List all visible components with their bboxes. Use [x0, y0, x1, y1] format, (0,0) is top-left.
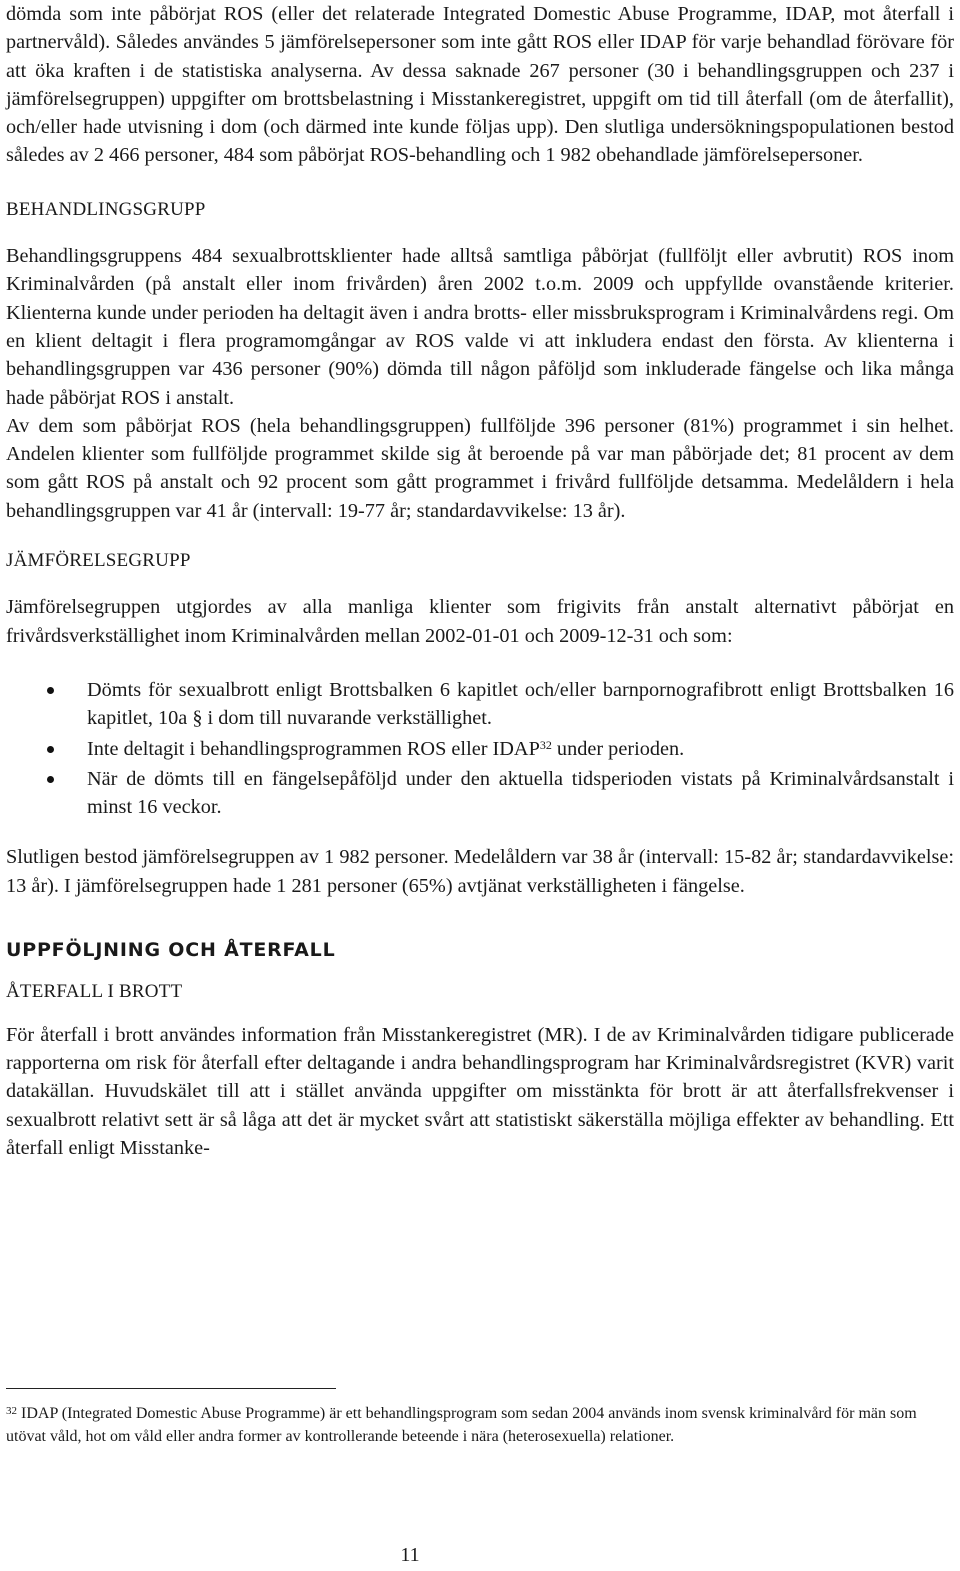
criteria-item-text: När de dömts till en fängelsepåföljd under den aktuella tidsperioden vistats på Kriminalvårdsanstalt i minst 16 veckor.	[87, 767, 954, 819]
criteria-item-text: Dömts för sexualbrott enligt Brottsbalken 6 kapitlet och/eller barnpornografibrott enligt Brottsbalken 16 kapitlet, 10a § i dom till nuvarande verkställighet.	[87, 678, 954, 730]
bullet-icon	[47, 687, 54, 694]
document-page	[6, 0, 954, 1162]
footnote-text: IDAP (Integrated Domestic Abuse Programme) är ett behandlingsprogram som sedan 2004 används inom svensk kriminalvård för män som utövat våld, hot om våld eller andra former av kontrollerande beteende i nära (heterosexuella) relationer.	[6, 1405, 917, 1445]
section-heading: UPPFÖLJNING OCH ÅTERFALL	[6, 939, 336, 962]
aterfall-paragraph: För återfall i brott användes information från Misstankeregistret (MR). I de av Kriminalvården tidigare publicerade rapporterna om risk för återfall efter deltagande i andra behandlingsprogram har Kriminalvårdsregistret (KVR) varit datakällan. Huvudskälet till att i stället använda uppgifter om misstänkta för brott är att återfallsfrekvenser i sexualbrott relativt sett är så låga att det är mycket svårt att statistiskt säkerställa möjliga effekter av behandling. Ett återfall enligt Misstanke-	[6, 1023, 954, 1159]
list-item	[6, 735, 954, 763]
intro-paragraph: dömda som inte påbörjat ROS (eller det relaterade Integrated Domestic Abuse Programme, IDAP, mot återfall i partnervåld). Således användes 5 jämförelsepersoner som inte gått ROS eller IDAP för varje behandlad förövare för att öka kraften i de statistiska analyserna. Av dessa saknade 267 personer (30 i behandlingsgruppen och 237 i jämförelsegruppen) uppgifter om brottsbelastning i Misstankeregistret, uppgift om tid till återfall (om de återfallit), och/eller hade utvisning i dom (och därmed inte kunde följas upp). Den slutliga undersökningspopulationen bestod således av 2 466 personer, 484 som påbörjat ROS-behandling och 1 982 obehandlade jämförelsepersoner.	[6, 3, 954, 167]
bullet-icon	[47, 746, 54, 753]
footnote-reference[interactable]: 32	[539, 737, 552, 752]
footnote	[6, 1402, 954, 1448]
behandlingsgrupp-paragraph-1: Behandlingsgruppens 484 sexualbrottsklienter hade alltså samtliga påbörjat (fullföljt eller avbrutit) ROS inom Kriminalvården (på anstalt eller inom frivården) åren 2002 t.o.m. 2009 och uppfyllde ovanstående kriterier. Klienterna kunde under perioden ha deltagit även i andra brotts- eller missbruksprogram i Kriminalvårdens regi. Om en klient deltagit i flera programomgångar av ROS valde vi att inkludera endast den första. Av klienterna i behandlingsgruppen var 436 personer (90%) dömda till någon påföljd som inkluderade fängelse och lika många hade påbörjat ROS i anstalt.	[6, 245, 954, 409]
aterfall-subheading: ÅTERFALL I BROTT	[6, 981, 183, 1003]
footnote-number: 32	[6, 1405, 17, 1417]
behandlingsgrupp-paragraph-2: Av dem som påbörjat ROS (hela behandlingsgruppen) fullföljde 396 personer (81%) programmet i sin helhet. Andelen klienter som fullföljde programmet skilde sig åt beroende på var man påbörjade det; 81 procent av dem som gått ROS på anstalt och 92 procent som gått programmet i frivård fullföljde detsamma. Medelåldern i hela behandlingsgruppen var 41 år (intervall: 19-77 år; standardavvikelse: 13 år).	[6, 414, 954, 522]
page-number: 11	[400, 1544, 420, 1566]
jamforelsegrupp-closing: Slutligen bestod jämförelsegruppen av 1 982 personer. Medelåldern var 38 år (intervall: 15-82 år; standardavvikelse: 13 år). I jämförelsegruppen hade 1 281 personer (65%) avtjänat verkställigheten i fängelse.	[6, 846, 954, 897]
bullet-icon	[47, 776, 54, 783]
list-item	[6, 676, 954, 733]
footnote-divider	[6, 1388, 336, 1389]
jamforelsegrupp-heading: JÄMFÖRELSEGRUPP	[6, 550, 191, 572]
behandlingsgrupp-heading: BEHANDLINGSGRUPP	[6, 198, 206, 220]
criteria-item-text-tail: under perioden.	[551, 737, 685, 760]
jamforelsegrupp-intro: Jämförelsegruppen utgjordes av alla manliga klienter som frigivits från anstalt alternativt påbörjat en frivårdsverkställighet inom Kriminalvården mellan 2002-01-01 och 2009-12-31 och som:	[6, 596, 954, 647]
criteria-item-text: Inte deltagit i behandlingsprogrammen ROS eller IDAP	[87, 737, 540, 760]
list-item	[6, 765, 954, 822]
criteria-list	[6, 676, 954, 821]
